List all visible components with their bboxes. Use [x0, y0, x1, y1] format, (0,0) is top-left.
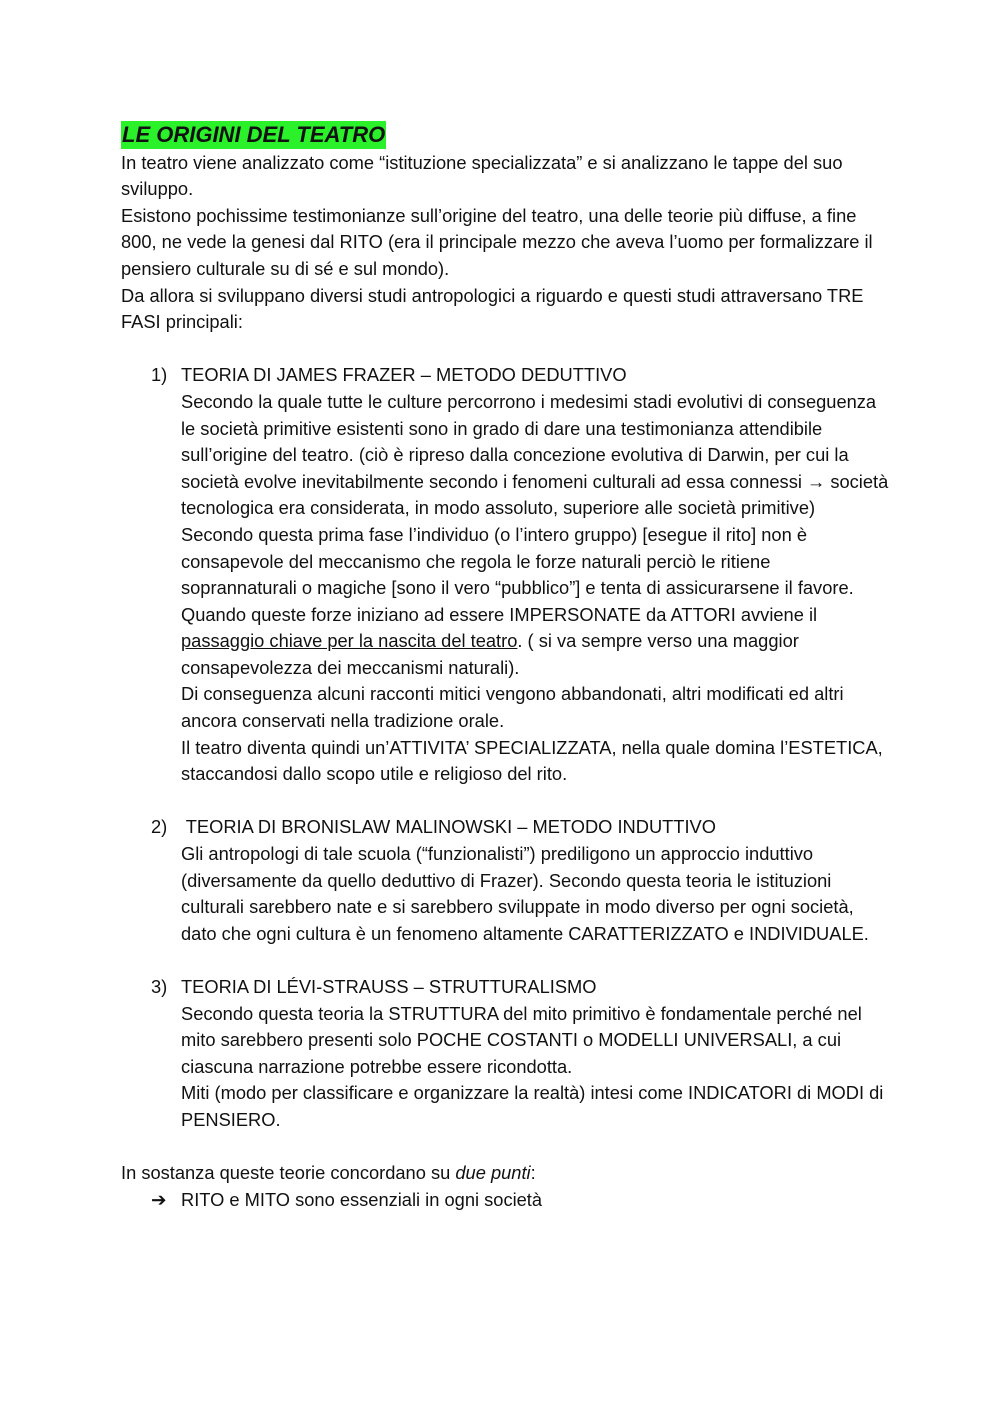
theory-paragraph: Secondo questa teoria la STRUTTURA del mito primitivo è fondamentale perché nel mito sarebbero presenti solo POCHE COSTANTI o MODELLI UNIVERSALI, a cui ciascuna narrazione potrebbe essere ricondotta. — [181, 1002, 862, 1077]
conclusion-paragraph — [121, 1160, 891, 1187]
theory-item-frazer — [121, 362, 891, 788]
underlined-text: passaggio chiave per la nascita del teatro — [181, 630, 518, 652]
text-run: In sostanza queste teorie concordano su — [121, 1162, 456, 1184]
document-page — [121, 121, 891, 1213]
theory-paragraph: Il teatro diventa quindi un’ATTIVITA’ SPECIALIZZATA, nella quale domina l’ESTETICA, staccandosi dallo scopo utile e religioso del rito. — [181, 736, 883, 785]
spacer — [121, 336, 891, 363]
theory-item-malinowski — [121, 814, 891, 947]
document-title: LE ORIGINI DEL TEATRO — [122, 122, 386, 147]
theory-heading: TEORIA DI JAMES FRAZER – METODO DEDUTTIVO — [181, 364, 627, 386]
theory-paragraph: Gli antropologi di tale scuola (“funzionalisti”) prediligono un approccio induttivo (diversamente da quello deduttivo di Frazer). Secondo questa teoria le istituzioni culturali sarebbero nate e si sarebbero sviluppate in modo diverso per ogni società, dato che ogni cultura è un fenomeno altamente CARATTERIZZATO e INDIVIDUALE. — [181, 843, 869, 944]
theory-heading: TEORIA DI BRONISLAW MALINOWSKI – METODO INDUTTIVO — [181, 816, 716, 838]
arrow-bullet-icon: ➔ — [151, 1188, 167, 1210]
theory-paragraph: Miti (modo per classificare e organizzare la realtà) intesi come INDICATORI di MODI di PENSIERO. — [181, 1082, 884, 1130]
bullet-item — [121, 1187, 891, 1214]
list-number: 3) — [151, 976, 168, 997]
spacer — [121, 788, 891, 815]
theory-item-levi-strauss — [121, 974, 891, 1134]
intro-paragraph: Da allora si sviluppano diversi studi antropologici a riguardo e questi studi attraversano TRE FASI principali: — [121, 284, 864, 333]
theory-paragraph — [181, 522, 891, 682]
theory-paragraph: Secondo la quale tutte le culture percorrono i medesimi stadi evolutivi di conseguenza le società primitive esistenti sono in grado di dare una testimonianza attendibile sull’origine del teatro. (ciò è ripreso dalla concezione evolutiva di Darwin, per cui la società evolve inevitabilmente secondo i fenomeni culturali ad essa connessi → società tecnologica era considerata, in modo assoluto, superiore alle società primitive) — [181, 390, 889, 519]
italic-text: due punti — [455, 1162, 531, 1184]
intro-paragraph: In teatro viene analizzato come “istituzione specializzata” e si analizzano le tappe del suo sviluppo. — [121, 151, 843, 200]
list-number: 1) — [151, 364, 168, 386]
text-run: Secondo questa prima fase l’individuo (o l’intero gruppo) [esegue il rito] non è consapevole del meccanismo che regola le forze naturali perciò le ritiene soprannaturali o magiche [sono il vero “pubblico”] e tenta di assicurarsene il favore. Quando queste forze iniziano ad essere IMPERSONATE da ATTORI avviene il — [181, 523, 854, 625]
text-run: . ( si va sempre verso una maggior consapevolezza dei meccanismi naturali). — [181, 630, 799, 678]
theory-heading: TEORIA DI LÉVI-STRAUSS – STRUTTURALISMO — [181, 976, 597, 997]
bullet-text: RITO e MITO sono essenziali in ogni società — [181, 1188, 543, 1210]
text-run: : — [530, 1162, 536, 1184]
intro-paragraph: Esistono pochissime testimonianze sull’origine del teatro, una delle teorie più diffuse, a fine 800, ne vede la genesi dal RITO (era il principale mezzo che aveva l’uomo per formalizzare il pensiero culturale su di sé e sul mondo). — [121, 204, 873, 279]
spacer — [121, 1134, 891, 1161]
spacer — [121, 947, 891, 974]
list-number: 2) — [151, 816, 168, 838]
intro-section — [121, 150, 891, 336]
theory-paragraph: Di conseguenza alcuni racconti mitici vengono abbandonati, altri modificati ed altri ancora conservati nella tradizione orale. — [181, 683, 844, 732]
